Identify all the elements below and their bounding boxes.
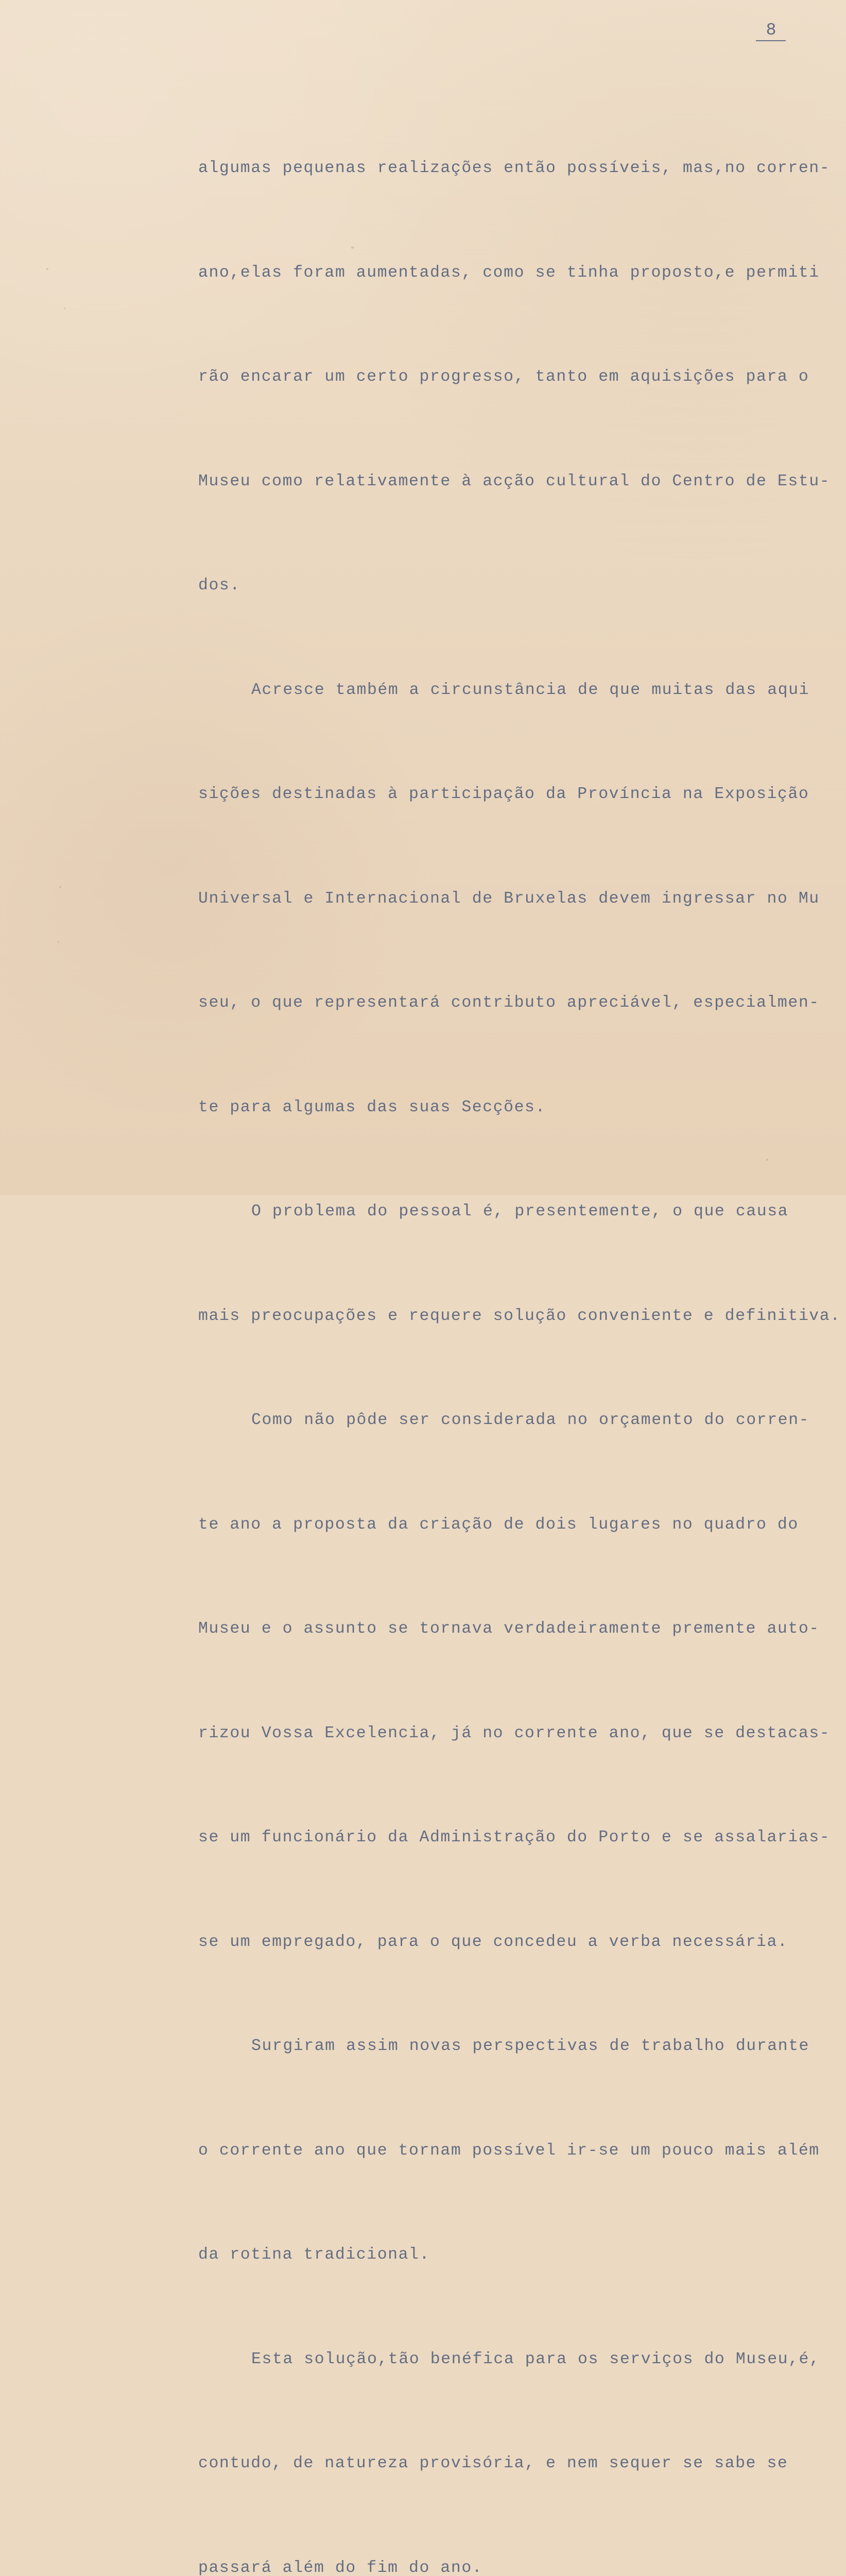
body-line: dos. [198, 568, 829, 603]
body-line: Museu e o assunto se tornava verdadeiramente premente auto- [198, 1612, 829, 1647]
body-line: te ano a proposta da criação de dois lugares no quadro do [198, 1507, 829, 1543]
paper-speck [46, 268, 48, 270]
body-line: mais preocupações e requere solução conveniente e definitiva. [198, 1299, 829, 1334]
body-line: te para algumas das suas Secções. [198, 1090, 829, 1125]
body-line: rão encarar um certo progresso, tanto em aquisições para o [198, 360, 829, 395]
paper-speck [64, 308, 65, 309]
body-line: Surgiram assim novas perspectivas de trabalho durante [198, 2029, 829, 2064]
body-line: rizou Vossa Excelencia, já no corrente ano, que se destacas- [198, 1716, 829, 1751]
body-line: contudo, de natureza provisória, e nem sequer se sabe se [198, 2446, 829, 2481]
body-line: seu, o que representará contributo apreciável, especialmen- [198, 986, 829, 1021]
body-line: Museu como relativamente à acção cultural do Centro de Estu- [198, 464, 829, 499]
body-line: se um empregado, para o que concedeu a verba necessária. [198, 1925, 829, 1960]
document-body [198, 81, 829, 2576]
body-line: da rotina tradicional. [198, 2238, 829, 2273]
body-line: algumas pequenas realizações então possíveis, mas,no corren- [198, 151, 829, 186]
paper-speck [58, 941, 59, 943]
paper-speck [59, 886, 61, 888]
page-number-underline [756, 40, 786, 41]
body-line: Acresce também a circunstância de que muitas das aqui [198, 673, 829, 708]
body-line: se um funcionário da Administração do Porto e se assalarias- [198, 1820, 829, 1855]
body-line: O problema do pessoal é, presentemente, o que causa [198, 1194, 829, 1229]
body-line: Como não pôde ser considerada no orçamento do corren- [198, 1403, 829, 1438]
body-line: o corrente ano que tornam possível ir-se um pouco mais além [198, 2133, 829, 2168]
body-line: passará além do fim do ano. [198, 2551, 829, 2576]
page-number: 8 [756, 22, 787, 39]
body-line: sições destinadas à participação da Província na Exposição [198, 777, 829, 812]
body-line: Esta solução,tão benéfica para os serviços do Museu,é, [198, 2342, 829, 2377]
body-line: Universal e Internacional de Bruxelas devem ingressar no Mu [198, 882, 829, 917]
document-page [0, 0, 846, 1195]
body-line: ano,elas foram aumentadas, como se tinha proposto,e permiti [198, 256, 829, 291]
